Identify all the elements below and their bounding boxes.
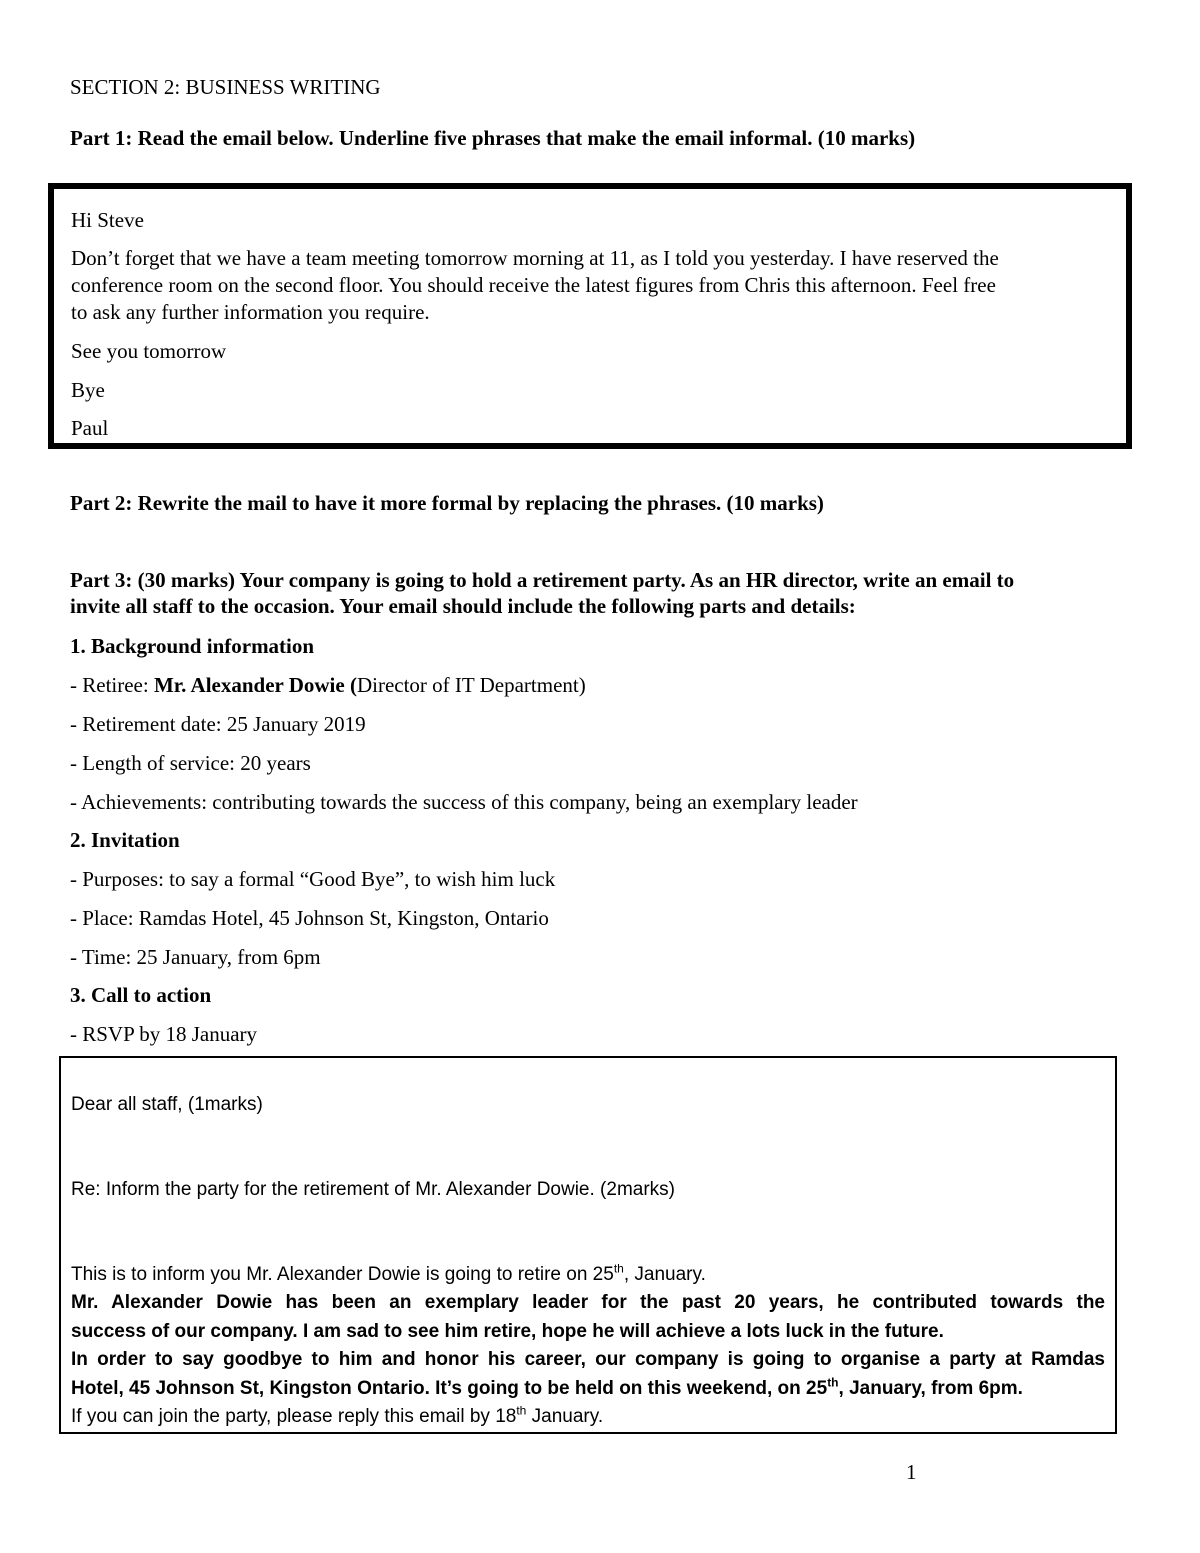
email-closing: Bye — [71, 378, 105, 402]
email-body-line: conference room on the second floor. You should receive the latest figures from Chris this afternoon. Feel free — [71, 273, 996, 297]
page-number: 1 — [906, 1460, 917, 1484]
answer-paragraph-2-line: success of our company. I am sad to see him retire, hope he will achieve a lots luck in the future. — [71, 1321, 944, 1342]
answer-text: , January, from 6pm. — [838, 1378, 1023, 1399]
detail-rsvp: - RSVP by 18 January — [70, 1022, 258, 1046]
detail-place: - Place: Ramdas Hotel, 45 Johnson St, Kingston, Ontario — [70, 906, 549, 930]
detail-retirement-date: - Retirement date: 25 January 2019 — [70, 712, 366, 736]
detail-length-of-service: - Length of service: 20 years — [70, 751, 311, 775]
part1-label: Part 1: — [70, 126, 133, 150]
ordinal-suffix: th — [827, 1375, 839, 1390]
answer-text: This is to inform you Mr. Alexander Dowie is going to retire on 25 — [71, 1264, 614, 1285]
detail-retiree-name: Mr. Alexander Dowie ( — [153, 673, 357, 697]
heading-background-information: 1. Background information — [70, 634, 315, 658]
detail-retiree-prefix: - Retiree: — [70, 673, 154, 697]
email-body-line: to ask any further information you require. — [71, 300, 430, 324]
answer-text: If you can join the party, please reply this email by 18 — [71, 1406, 517, 1427]
section-title: SECTION 2: BUSINESS WRITING — [70, 75, 381, 99]
answer-paragraph-3-line: In order to say goodbye to him and honor his career, our company is going to organise a party at Ramdas — [71, 1349, 1105, 1370]
part3-text-line: invite all staff to the occasion. Your email should include the following parts and details: — [70, 594, 856, 618]
email-greeting: Hi Steve — [71, 208, 144, 232]
answer-paragraph-2-line: Mr. Alexander Dowie has been an exemplary leader for the past 20 years, he contributed towards the — [71, 1292, 1105, 1313]
answer-text: January. — [526, 1406, 604, 1427]
ordinal-suffix: th — [613, 1261, 624, 1276]
heading-call-to-action: 3. Call to action — [70, 983, 212, 1007]
email-signature: Paul — [71, 416, 109, 440]
detail-retiree-title: Director of IT Department) — [356, 673, 586, 697]
answer-salutation: Dear all staff, (1marks) — [71, 1094, 263, 1115]
answer-paragraph-4 — [71, 1403, 1105, 1432]
informal-email-box — [48, 183, 1132, 449]
detail-retiree — [70, 672, 586, 698]
part3-label: Part 3: — [70, 568, 133, 592]
part2-instruction — [70, 490, 824, 516]
part2-label: Part 2: — [70, 491, 133, 515]
answer-paragraph-1 — [71, 1261, 1105, 1290]
part1-instruction — [70, 125, 915, 151]
part1-text: Read the email below. Underline five phrases that make the email informal. (10 marks) — [137, 126, 916, 150]
ordinal-suffix: th — [516, 1403, 527, 1418]
email-body-line: Don’t forget that we have a team meeting tomorrow morning at 11, as I told you yesterday. I have reserved the — [71, 246, 999, 270]
email-closing: See you tomorrow — [71, 339, 227, 363]
answer-text: , January. — [623, 1264, 706, 1285]
answer-text: Hotel, 45 Johnson St, Kingston Ontario. It’s going to be held on this weekend, on 25 — [71, 1378, 828, 1399]
part3-text-line: (30 marks) Your company is going to hold a retirement party. As an HR director, write an email to — [137, 568, 1015, 592]
detail-time: - Time: 25 January, from 6pm — [70, 945, 321, 969]
answer-email-box — [59, 1056, 1117, 1434]
detail-achievements: - Achievements: contributing towards the success of this company, being an exemplary leader — [70, 790, 858, 814]
answer-subject: Re: Inform the party for the retirement of Mr. Alexander Dowie. (2marks) — [71, 1179, 676, 1200]
part2-text: Rewrite the mail to have it more formal by replacing the phrases. (10 marks) — [137, 491, 824, 515]
detail-purposes: - Purposes: to say a formal “Good Bye”, to wish him luck — [70, 867, 556, 891]
answer-paragraph-3-line — [71, 1375, 1105, 1404]
part3-instruction — [70, 567, 1130, 619]
heading-invitation: 2. Invitation — [70, 828, 180, 852]
